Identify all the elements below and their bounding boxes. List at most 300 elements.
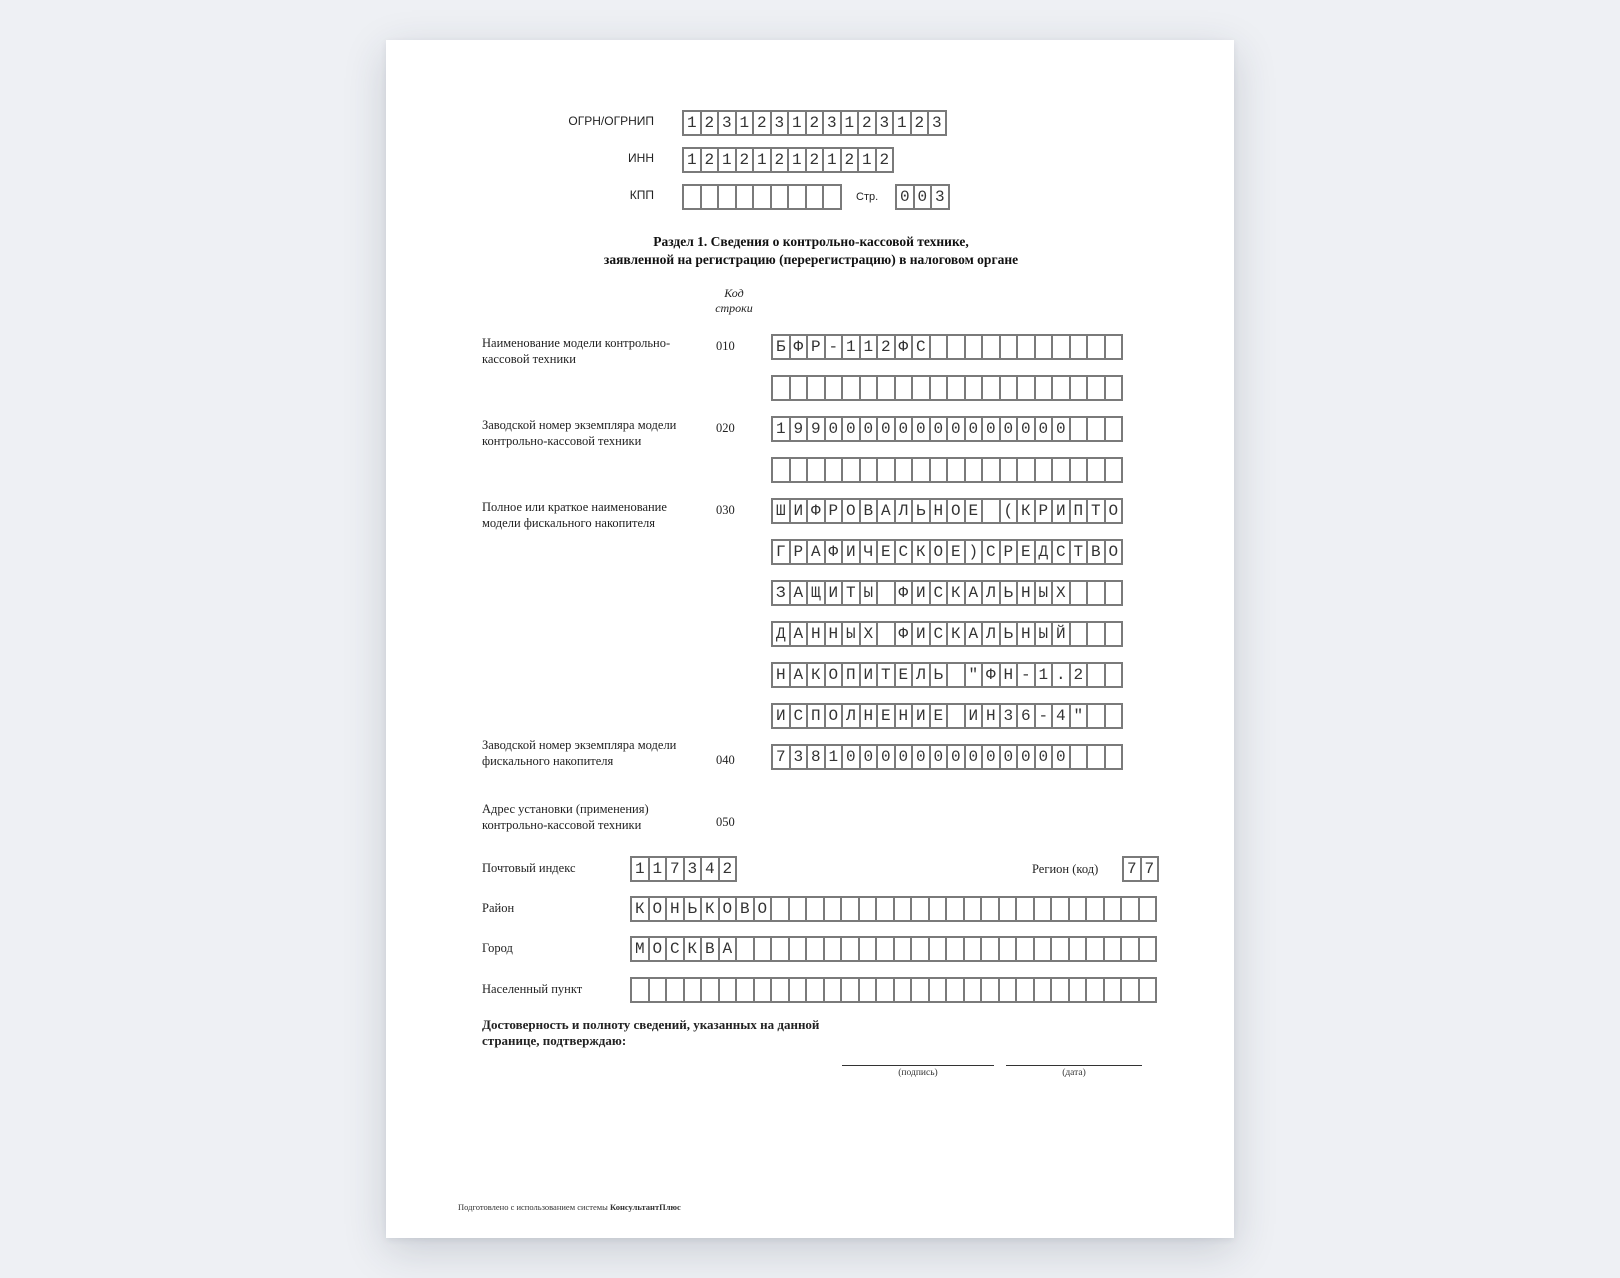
char-cell: 1 [861,336,879,358]
char-cell: 4 [1053,705,1071,727]
date-line[interactable] [1006,1065,1142,1066]
row-020-label-line2: контрольно-кассовой техники [482,434,642,448]
postal-index-label: Почтовый индекс [482,861,576,875]
row-010-label-line1: Наименование модели контрольно- [482,336,671,350]
char-cell: Т [1071,541,1089,563]
char-cell [790,898,808,920]
row-050-label-line1: Адрес установки (применения) [482,802,649,816]
char-cell [983,336,1001,358]
char-cell: 1 [737,112,755,134]
char-cell: ) [966,541,984,563]
char-cell [860,938,878,960]
char-cell [1001,459,1019,481]
char-cell: С [931,623,949,645]
char-cell: 0 [948,418,966,440]
char-cell: 2 [807,112,825,134]
char-cell [983,459,1001,481]
char-cell [1105,898,1123,920]
ogrn-label: ОГРН/ОГРНИП [568,114,654,128]
char-cell: С [791,705,809,727]
row-040-code: 040 [716,753,735,767]
char-cell [1088,746,1106,768]
char-cell: 8 [808,746,826,768]
district-label: Район [482,901,515,915]
postal-index-field[interactable] [630,856,737,882]
row-030-field-line2[interactable] [771,539,1123,565]
char-cell [1071,459,1089,481]
char-cell: 3 [772,112,790,134]
char-cell: И [913,623,931,645]
row-030-field-line6[interactable] [771,703,1123,729]
char-cell [789,186,807,208]
char-cell [1122,898,1140,920]
char-cell: Щ [808,582,826,604]
char-cell [720,979,738,1001]
char-cell: О [948,500,966,522]
char-cell: 3 [929,112,947,134]
row-050-code: 050 [716,815,735,829]
char-cell: Л [983,623,1001,645]
char-cell [896,377,914,399]
char-cell [773,377,791,399]
char-cell: А [966,623,984,645]
row-020-code: 020 [716,421,735,435]
char-cell [737,979,755,1001]
char-cell [1106,746,1124,768]
char-cell: Ь [1001,582,1019,604]
char-cell: 0 [861,746,879,768]
confirmation-text [482,1017,819,1049]
char-cell [808,377,826,399]
locality-field[interactable] [630,977,1157,1003]
char-cell [719,186,737,208]
char-cell: В [1088,541,1106,563]
char-cell [877,979,895,1001]
form-page [386,40,1234,1238]
char-cell [1000,979,1018,1001]
char-cell: 2 [842,149,860,171]
char-cell [1140,938,1158,960]
char-cell [790,938,808,960]
row-010-field-line1[interactable] [771,334,1123,360]
char-cell: И [913,582,931,604]
char-cell [1106,623,1124,645]
char-cell [1053,336,1071,358]
char-cell: З [773,582,791,604]
char-cell: Ы [843,623,861,645]
char-cell: 0 [843,746,861,768]
char-cell: 1 [773,418,791,440]
char-cell [895,898,913,920]
char-cell [1036,336,1054,358]
char-cell [878,377,896,399]
row-020-field-line2[interactable] [771,457,1123,483]
char-cell [807,186,825,208]
char-cell: 3 [877,112,895,134]
char-cell: 3 [791,746,809,768]
char-cell: 3 [685,858,703,880]
row-030-field-line5[interactable] [771,662,1123,688]
char-cell: 7 [1124,858,1142,880]
row-030-field-line1[interactable] [771,498,1123,524]
char-cell [737,186,755,208]
char-cell: Ш [773,500,791,522]
char-cell [826,377,844,399]
char-cell: А [791,582,809,604]
char-cell [982,938,1000,960]
char-cell [965,979,983,1001]
char-cell: Н [667,898,685,920]
char-cell [1052,898,1070,920]
signature-caption: (подпись) [898,1068,938,1078]
char-cell: 3 [824,112,842,134]
char-cell [1071,582,1089,604]
char-cell: И [861,664,879,686]
char-cell [1017,898,1035,920]
char-cell [1035,979,1053,1001]
char-cell: 1 [843,336,861,358]
char-cell [912,938,930,960]
char-cell: К [632,898,650,920]
char-cell [1070,938,1088,960]
char-cell: 0 [878,418,896,440]
char-cell: О [755,898,773,920]
char-cell: Ы [1036,582,1054,604]
char-cell: Л [896,500,914,522]
char-cell: Н [808,623,826,645]
char-cell [773,459,791,481]
char-cell [948,377,966,399]
char-cell: М [632,938,650,960]
char-cell [667,979,685,1001]
char-cell: Р [791,541,809,563]
char-cell: 2 [1071,664,1089,686]
char-cell [983,500,1001,522]
code-header-line1: Код [724,286,744,300]
char-cell [1106,336,1124,358]
section-title-line1: Раздел 1. Сведения о контрольно-кассовой технике, [653,234,969,249]
char-cell: Н [1018,623,1036,645]
char-cell [842,938,860,960]
char-cell [1088,459,1106,481]
char-cell: - [826,336,844,358]
page-label: Стр. [856,191,879,203]
char-cell [1018,459,1036,481]
char-cell [772,979,790,1001]
char-cell: И [966,705,984,727]
char-cell [824,186,842,208]
row-010-field-line2[interactable] [771,375,1123,401]
char-cell: И [843,541,861,563]
row-040-field[interactable] [771,744,1123,770]
char-cell [1071,746,1089,768]
char-cell: О [931,541,949,563]
char-cell: Л [843,705,861,727]
char-cell: 0 [897,186,915,208]
char-cell [1071,623,1089,645]
char-cell: Р [826,500,844,522]
char-cell: 0 [1053,418,1071,440]
char-cell [684,186,702,208]
char-cell: И [1053,500,1071,522]
char-cell: 1 [1036,664,1054,686]
row-010-code: 010 [716,339,735,353]
char-cell [843,377,861,399]
char-cell: Е [896,664,914,686]
char-cell: 2 [912,112,930,134]
region-code-label: Регион (код) [1032,862,1099,876]
char-cell: 0 [826,418,844,440]
char-cell: 2 [737,149,755,171]
char-cell: ( [1001,500,1019,522]
page-number-field[interactable] [895,184,950,210]
char-cell: 0 [1001,746,1019,768]
char-cell [861,377,879,399]
char-cell [1036,459,1054,481]
row-030-label-line2: модели фискального накопителя [482,516,656,530]
char-cell: К [702,898,720,920]
char-cell: О [1106,541,1124,563]
char-cell [1122,938,1140,960]
char-cell: Ф [791,336,809,358]
row-020-field-line1[interactable] [771,416,1123,442]
char-cell [1018,377,1036,399]
char-cell [948,336,966,358]
char-cell [878,459,896,481]
ogrn-field[interactable] [682,110,947,136]
char-cell: С [1053,541,1071,563]
char-cell: 7 [773,746,791,768]
signature-line[interactable] [842,1065,994,1066]
kpp-field[interactable] [682,184,842,210]
char-cell [807,898,825,920]
char-cell: П [808,705,826,727]
char-cell: 4 [702,858,720,880]
footer-note [458,1202,681,1212]
char-cell [912,898,930,920]
region-code-field[interactable] [1122,856,1159,882]
char-cell: Е [1018,541,1036,563]
char-cell: - [1018,664,1036,686]
char-cell [930,898,948,920]
char-cell [1001,377,1019,399]
char-cell: 9 [808,418,826,440]
char-cell [965,938,983,960]
row-020-label [482,417,676,449]
char-cell [1001,336,1019,358]
char-cell: 1 [789,149,807,171]
char-cell: О [650,938,668,960]
char-cell: 3 [932,186,950,208]
row-020-label-line1: Заводской номер экземпляра модели [482,418,677,432]
char-cell [1018,336,1036,358]
char-cell: С [931,582,949,604]
row-010-label-line2: кассовой техники [482,352,576,366]
char-cell: 1 [824,149,842,171]
char-cell: С [983,541,1001,563]
char-cell [1071,418,1089,440]
char-cell [1105,938,1123,960]
inn-label: ИНН [628,151,654,165]
char-cell: 2 [878,336,896,358]
char-cell [791,459,809,481]
char-cell: 2 [877,149,895,171]
char-cell: Ы [861,582,879,604]
char-cell: Х [861,623,879,645]
char-cell: Ф [896,623,914,645]
char-cell [1052,979,1070,1001]
row-040-label [482,737,676,769]
row-030-field-line3[interactable] [771,580,1123,606]
locality-label: Населенный пункт [482,982,583,996]
char-cell: А [791,664,809,686]
char-cell: О [826,705,844,727]
row-030-code: 030 [716,503,735,517]
char-cell [1106,705,1124,727]
char-cell [772,938,790,960]
char-cell: Е [948,541,966,563]
char-cell: И [791,500,809,522]
char-cell: Ф [983,664,1001,686]
char-cell: К [808,664,826,686]
row-040-label-line1: Заводской номер экземпляра модели [482,738,677,752]
char-cell: Н [773,664,791,686]
char-cell: С [896,541,914,563]
char-cell: С [913,336,931,358]
row-030-label-line1: Полное или краткое наименование [482,500,667,514]
char-cell: 0 [931,746,949,768]
footer-brand: КонсультантПлюс [610,1202,681,1212]
char-cell: А [878,500,896,522]
char-cell: Ь [685,898,703,920]
char-cell: 2 [702,149,720,171]
char-cell: Е [878,705,896,727]
char-cell [1088,418,1106,440]
char-cell: Н [983,705,1001,727]
char-cell: 0 [948,746,966,768]
code-header-line2: строки [715,301,753,315]
char-cell [791,377,809,399]
row-030-field-line4[interactable] [771,621,1123,647]
district-field[interactable] [630,896,1157,922]
char-cell [702,979,720,1001]
char-cell: 0 [843,418,861,440]
char-cell [1087,979,1105,1001]
char-cell: Т [878,664,896,686]
city-field[interactable] [630,936,1157,962]
char-cell: О [650,898,668,920]
code-column-header [704,286,764,316]
char-cell: Н [896,705,914,727]
char-cell: И [913,705,931,727]
char-cell: В [702,938,720,960]
char-cell: 0 [915,186,933,208]
char-cell [632,979,650,1001]
char-cell: А [966,582,984,604]
char-cell: 0 [1036,746,1054,768]
char-cell [1000,898,1018,920]
char-cell: Т [843,582,861,604]
char-cell: Н [861,705,879,727]
char-cell: 1 [719,149,737,171]
char-cell [808,459,826,481]
char-cell: С [667,938,685,960]
char-cell [1017,938,1035,960]
char-cell [1140,898,1158,920]
char-cell [878,582,896,604]
char-cell [1035,938,1053,960]
char-cell: Ч [861,541,879,563]
char-cell: " [966,664,984,686]
char-cell: К [685,938,703,960]
char-cell [1088,705,1106,727]
char-cell [1053,377,1071,399]
char-cell [755,979,773,1001]
char-cell: 1 [842,112,860,134]
char-cell: 1 [789,112,807,134]
char-cell [1087,938,1105,960]
char-cell [930,938,948,960]
char-cell [1000,938,1018,960]
char-cell [825,898,843,920]
char-cell: Ф [826,541,844,563]
char-cell [1087,898,1105,920]
char-cell: 9 [791,418,809,440]
char-cell: 0 [966,418,984,440]
char-cell [913,377,931,399]
char-cell: 2 [720,858,738,880]
char-cell: Г [773,541,791,563]
row-040-label-line2: фискального накопителя [482,754,614,768]
char-cell: Х [1053,582,1071,604]
char-cell [948,705,966,727]
char-cell [755,938,773,960]
char-cell: 2 [772,149,790,171]
char-cell: 0 [896,746,914,768]
char-cell: 0 [1053,746,1071,768]
char-cell [843,459,861,481]
char-cell [895,938,913,960]
char-cell [895,979,913,1001]
char-cell: Й [1053,623,1071,645]
char-cell [983,377,1001,399]
char-cell: Н [931,500,949,522]
city-label: Город [482,941,513,955]
char-cell [965,898,983,920]
char-cell [826,459,844,481]
char-cell [982,979,1000,1001]
char-cell [1036,377,1054,399]
char-cell: Д [1036,541,1054,563]
char-cell: 1 [684,149,702,171]
char-cell: Л [983,582,1001,604]
char-cell [772,898,790,920]
char-cell [931,377,949,399]
char-cell [860,898,878,920]
char-cell: В [737,898,755,920]
inn-field[interactable] [682,147,894,173]
char-cell [807,979,825,1001]
char-cell: Е [878,541,896,563]
row-050-label-line2: контрольно-кассовой техники [482,818,642,832]
date-caption: (дата) [1062,1068,1086,1078]
char-cell: 0 [983,418,1001,440]
char-cell [1017,979,1035,1001]
char-cell: О [843,500,861,522]
char-cell: Б [773,336,791,358]
char-cell: Ь [913,500,931,522]
char-cell: Ы [1036,623,1054,645]
